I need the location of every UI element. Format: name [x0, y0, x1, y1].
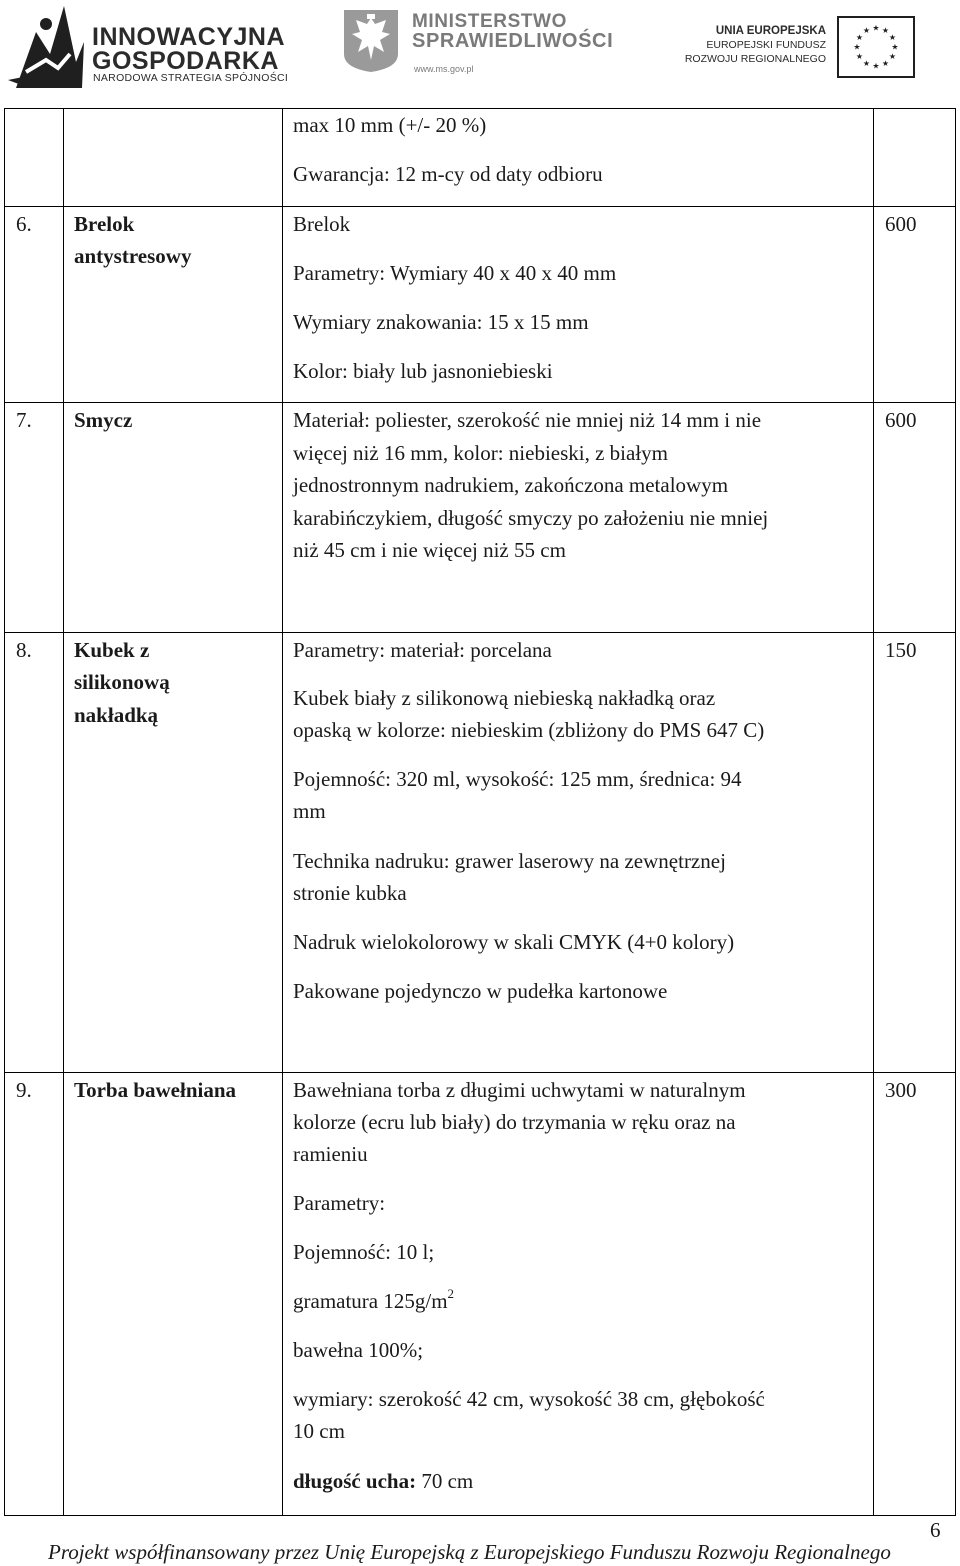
row-number: 9. [16, 1078, 32, 1102]
description-line [293, 1465, 473, 1497]
description-line: Pojemność: 10 l; [293, 1240, 435, 1264]
strategia-text: NARODOWA STRATEGIA SPÓJNOŚCI [93, 72, 289, 84]
eu-star-icon: ★ [872, 23, 880, 33]
gramatura-superscript: 2 [447, 1286, 455, 1301]
description-line: Pakowane pojedynczo w pudełka kartonowe [293, 979, 668, 1003]
description-line: 10 cm [293, 1419, 345, 1443]
gospodarka-text: GOSPODARKA [92, 47, 279, 75]
description-line: Kolor: biały lub jasnoniebieski [293, 359, 553, 383]
description-line: więcej niż 16 mm, kolor: niebieski, z białym [293, 441, 668, 465]
table-divider-description [873, 108, 874, 1516]
quantity: 150 [885, 638, 917, 662]
footer-cofinancing-text: Projekt współfinansowany przez Unię Europejską z Europejskiego Funduszu Rozwoju Regionalnego [48, 1540, 891, 1564]
quantity: 300 [885, 1078, 917, 1102]
quantity: 600 [885, 408, 917, 432]
product-name: Smycz [74, 408, 133, 432]
description-line: Bawełniana torba z długimi uchwytami w naturalnym [293, 1078, 746, 1102]
row-number: 7. [16, 408, 32, 432]
description-line: Technika nadruku: grawer laserowy na zewnętrznej [293, 849, 726, 873]
description-line: wymiary: szerokość 42 cm, wysokość 38 cm, głębokość [293, 1387, 765, 1411]
description-line: Gwarancja: 12 m-cy od daty odbioru [293, 162, 603, 186]
europejski-fundusz-text: EUROPEJSKI FUNDUSZ [706, 39, 826, 51]
page-number: 6 [930, 1518, 941, 1542]
description-line [293, 1285, 454, 1317]
rozwoju-regionalnego-text: ROZWOJU REGIONALNEGO [684, 53, 826, 65]
description-line: Materiał: poliester, szerokość nie mniej niż 14 mm i nie [293, 408, 762, 432]
description-line: kolorze (ecru lub biały) do trzymania w ręku oraz na [293, 1110, 736, 1134]
table-row-divider [4, 206, 956, 207]
table-border-bottom [4, 1515, 956, 1516]
eu-star-icon: ★ [853, 42, 861, 52]
eu-star-icon: ★ [855, 33, 864, 42]
description-line: niż 45 cm i nie więcej niż 55 cm [293, 538, 566, 562]
product-name: nakładką [74, 703, 159, 727]
product-name: Kubek z [74, 638, 150, 662]
product-name: silikonową [74, 670, 170, 694]
row-number: 6. [16, 212, 32, 236]
table-row-divider [4, 632, 956, 633]
description-line: Parametry: Wymiary 40 x 40 x 40 mm [293, 261, 617, 285]
eu-star-icon: ★ [888, 33, 897, 42]
eu-star-icon: ★ [872, 61, 880, 71]
eu-star-icon: ★ [881, 26, 890, 35]
table-border-left [4, 108, 5, 1516]
eu-star-icon: ★ [855, 52, 864, 61]
product-name: Torba bawełniana [74, 1078, 237, 1102]
description-line: max 10 mm (+/- 20 %) [293, 113, 487, 137]
quantity: 600 [885, 212, 917, 236]
description-line: ramieniu [293, 1142, 368, 1166]
sprawiedliwosci-text: SPRAWIEDLIWOŚCI [412, 30, 614, 52]
description-line: jednostronnym nadrukiem, zakończona metalowym [293, 473, 729, 497]
description-line: stronie kubka [293, 881, 407, 905]
table-divider-number [63, 108, 64, 1516]
gramatura-text: gramatura 125g/m [293, 1289, 448, 1313]
description-line: bawełna 100%; [293, 1338, 424, 1362]
handle-length-value: 70 cm [416, 1469, 474, 1493]
description-line: karabińczykiem, długość smyczy po założeniu nie mniej [293, 506, 769, 530]
table-row-divider [4, 402, 956, 403]
description-line: mm [293, 799, 326, 823]
ministerstwo-url: www.ms.gov.pl [414, 64, 474, 74]
description-line: Pojemność: 320 ml, wysokość: 125 mm, średnica: 94 [293, 767, 742, 791]
row-number: 8. [16, 638, 32, 662]
description-line: Parametry: materiał: porcelana [293, 638, 552, 662]
description-line: Nadruk wielokolorowy w skali CMYK (4+0 kolory) [293, 930, 735, 954]
table-row-divider [4, 1072, 956, 1073]
description-line: opaską w kolorze: niebieskim (zbliżony do PMS 647 C) [293, 718, 765, 742]
handle-length-label: długość ucha: [293, 1469, 417, 1493]
table-divider-name [282, 108, 283, 1516]
innowacyjna-text: INNOWACYJNA [92, 23, 286, 51]
product-name: Brelok [74, 212, 135, 236]
eu-star-icon: ★ [862, 59, 871, 68]
eu-star-icon: ★ [881, 59, 890, 68]
eu-star-icon: ★ [891, 42, 899, 52]
product-name: antystresowy [74, 244, 192, 268]
description-line: Kubek biały z silikonową niebieską nakładką oraz [293, 686, 716, 710]
eu-star-icon: ★ [888, 52, 897, 61]
eu-star-icon: ★ [862, 26, 871, 35]
ministerstwo-text: MINISTERSTWO [412, 11, 567, 32]
description-line: Wymiary znakowania: 15 x 15 mm [293, 310, 589, 334]
unia-europejska-text: UNIA EUROPEJSKA [715, 25, 826, 37]
table-border-right [955, 108, 956, 1516]
description-line: Brelok [293, 212, 351, 236]
description-line: Parametry: [293, 1191, 386, 1215]
